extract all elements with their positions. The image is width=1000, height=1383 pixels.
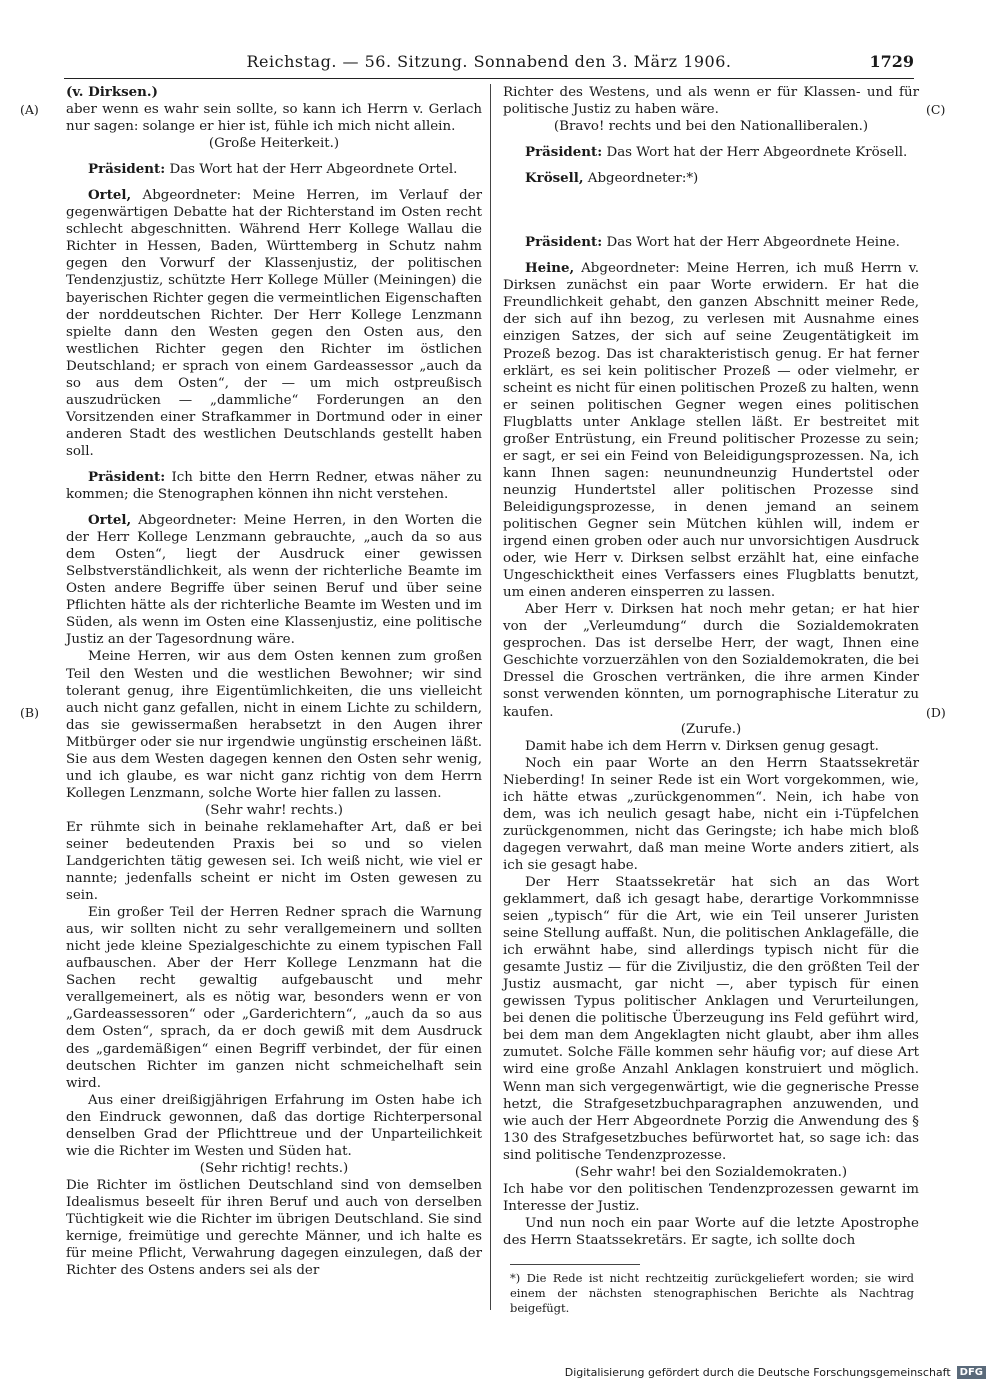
- footnote: *) Die Rede ist nicht rechtzeitig zurückgeliefert worden; sie wird einem der nächsten stenographischen Berichte als Nachtrag beigefügt.: [510, 1271, 914, 1315]
- paragraph: Damit habe ich dem Herrn v. Dirksen genug gesagt.: [525, 738, 879, 754]
- paragraph: Ein großer Teil der Herren Redner sprach die Warnung aus, wir sollten nicht zu sehr verallgemeinern und sollten nicht jede kleine Spezialgeschichte zu einem typischen Fall aufbauschen. Aber der Herr Kollege Lenzmann hat die Sachen recht gewaltig aufgebauscht und mehr verallgemeinert, als es nötig war, besonders wenn er von „Gardeassessoren“ oder „Garderichtern“, „auch da so aus dem Osten“, sprach, da er doch gewiß mit dem Ausdruck des „gardemäßigen“ einen Begriff verbindet, der für einen deutschen Richter im ganzen nicht schmeichelhaft sein wird.: [66, 905, 482, 1091]
- speaker-name: Ortel,: [88, 187, 132, 204]
- speech-paragraph: [66, 469, 482, 503]
- header-rule: [64, 78, 914, 79]
- speech-gap: [503, 225, 919, 234]
- speech-paragraph: [66, 512, 482, 648]
- paragraph: aber wenn es wahr sein sollte, so kann ich Herrn v. Gerlach nur sagen: solange er hier ist, fühle ich mich nicht allein.: [66, 102, 482, 135]
- paragraph: Die Richter im östlichen Deutschland sind von demselben Idealismus beseelt für ihren Beruf und auch von derselben Tüchtigkeit wie die Richter im übrigen Deutschland. Sie sind kernige, freimütige und gerechte Männer, und ich halte es für meine Pflicht, Verwahrung dagegen einzulegen, daß der Richter des Ostens anders sei als der: [66, 1177, 482, 1279]
- paragraph: Der Herr Staatssekretär hat sich an das Wort geklammert, daß ich gesagt habe, derartige Vorkommnisse seien „typisch“ für die Art, wie ein Teil unserer Juristen seine Stellung auffaßt. Nun, die politischen Anklagefälle, die ich erwähnt habe, sind allerdings typisch nicht für die gesamte Justiz — für die Ziviljustiz, die den größten Teil der Justiz ausmacht, gar nicht —, aber typisch für einen gewissen Typus politischer Anklagen und Verurteilungen, bei denen die politische Überzeugung ins Feld geführt wird, bei dem man dem Angeklagten nicht glaubt, aber ihm alles zumutet. Solche Fälle kommen sehr häufig vor; auf diese Art wird eine große Anzahl Anklagen konstruiert und möglich. Wenn man sich vergegenwärtigt, wie die gegnerische Presse hetzt, die Strafgesetzbuchparagraphen anzuwenden, und wie auch der Herr Abgeordnete Porzig die Anwendung des § 130 des Strafgesetzbuches befürwortet hat, so sage ich: das sind politische Tendenzprozesse.: [503, 874, 919, 1163]
- margin-mark-b: (B): [20, 705, 39, 720]
- speech-paragraph: [503, 234, 919, 251]
- dfg-credit: [565, 1366, 986, 1379]
- paragraph: Er rühmte sich in beinahe reklamehafter Art, daß er bei seiner bedeutenden Praxis bei so und so vielen Landgerichten tätig gewesen sei. Ich weiß nicht, wie viel er nannte; jedenfalls scheint er nicht im Osten gewesen zu sein.: [66, 819, 482, 904]
- blank-space: [503, 187, 919, 225]
- speaker-name: Präsident:: [88, 161, 166, 178]
- right-column: [503, 84, 919, 1249]
- dfg-logo-icon: DFG: [957, 1366, 986, 1379]
- speech-paragraph: [66, 187, 482, 460]
- footnote-rule: [510, 1264, 640, 1265]
- speech-text: Abgeordneter: Meine Herren, im Verlauf der gegenwärtigen Debatte hat der Richterstand im Osten recht schlecht abgeschnitten. Während Herr Kollege Wallau die Richter in Hessen, Baden, Württemberg in Schutz nahm gegen den Vorwurf der Klassenjustiz, der politischen Tendenzjustiz, schützte Herr Kollege Müller (Meiningen) die bayerischen Richter gegen die vermeintlichen Eigenschaften der norddeutschen Richter. Der Herr Kollege Lenzmann spielte dann den Westen gegen den Osten aus, den westlichen Richter gegen den Richter im östlichen Deutschland; er sprach von einem Gardeassessor „auch da so aus dem Osten“, der — um mich ostpreußisch auszudrücken — „dammliche“ Forderungen an den Vorsitzenden einer Strafkammer in Dortmund oder in einer anderen Stadt des westlichen Deutschlands gestellt haben soll.: [66, 188, 482, 459]
- reaction: (Zurufe.): [680, 721, 742, 737]
- speech-gap: [503, 135, 919, 144]
- speech-gap: [503, 251, 919, 260]
- speech-text: Abgeordneter: Meine Herren, in den Worten die der Herr Kollege Lenzmann gebrauchte, „auch da so aus dem Osten“, liegt der Ausdruck einer gewissen Selbstverständlichkeit, als wenn der richterliche Beamte im Osten andere Begriffe über seinen Beruf und über seine Pflichten hätte als der richterliche Beamte im Westen und im Süden, als wenn im Osten eine Klassenjustiz, eine politische Justiz an der Tagesordnung wäre.: [66, 513, 482, 648]
- speech-paragraph: [503, 144, 919, 161]
- speaker-name: Präsident:: [88, 468, 166, 485]
- speaker-name: Heine,: [525, 260, 575, 277]
- paragraph: Richter des Westens, und als wenn er für Klassen- und für politische Justiz zu haben wäre.: [503, 85, 919, 118]
- speaker-name: Präsident:: [525, 234, 603, 251]
- speech-text: Das Wort hat der Herr Abgeordnete Heine.: [606, 235, 900, 251]
- speech-text: Abgeordneter: Meine Herren, ich muß Herrn v. Dirksen zunächst ein paar Worte erwidern. Er hat die Freundlichkeit gehabt, den ganzen Abschnitt meiner Rede, der sich auf ihn bezog, zu verlesen mit Ausnahme eines einzigen Satzes, der sich auf seine Zeugentätigkeit im Prozeß bezog. Das ist charakteristisch genug. Er hat ferner erklärt, es sei kein politischer Prozeß — oder vielmehr, er scheint es nicht für einen politischen Prozeß zu halten, wenn er seinen politischen Gegner wegen eines politischen Flugblatts unter Anklage stellen läßt. Er bestreitet mit großer Entrüstung, ein Freund politischer Prozesse zu sein; er sagt, er sei ein Feind von Beleidigungsprozessen. Na, ich kann Ihnen sagen: neunundneunzig Hundertstel oder neunzig Hundertstel aller politischen Prozesse sind Beleidigungsprozesse, in denen jemand an seinem politischen Gegner sein Mütchen kühlen will, indem er irgend einen groben oder auch nur unvorsichtigen Ausdruck oder, wie Herr v. Dirksen selbst erzählt hat, eine einfache Ungeschicktheit eines Verfassers eines Flugblatts benutzt, um einen anderen einsperren zu lassen.: [503, 261, 919, 601]
- speech-paragraph: [66, 161, 482, 178]
- paragraph: Ich habe vor den politischen Tendenzprozessen gewarnt im Interesse der Justiz.: [503, 1181, 919, 1214]
- paragraph: Und nun noch ein paar Worte auf die letzte Apostrophe des Herrn Staatssekretärs. Er sagte, ich sollte doch: [503, 1215, 919, 1248]
- speech-text: Das Wort hat der Herr Abgeordnete Ortel.: [169, 162, 458, 178]
- speaker-name: Krösell,: [525, 170, 584, 187]
- reaction: (Sehr richtig! rechts.): [199, 1160, 349, 1176]
- reaction: (Sehr wahr! bei den Sozialdemokraten.): [574, 1164, 848, 1180]
- speech-gap: [66, 460, 482, 469]
- speech-text: Ich bitte den Herrn Redner, etwas näher zu kommen; die Stenographen können ihn nicht verstehen.: [66, 469, 482, 503]
- reaction: (Große Heiterkeit.): [208, 136, 340, 152]
- speaker-name: Ortel,: [88, 512, 132, 529]
- speech-gap: [503, 161, 919, 170]
- speech-gap: [66, 178, 482, 187]
- page-number: 1729: [869, 52, 914, 71]
- speech-gap: [66, 152, 482, 161]
- speaker-name: Präsident:: [525, 144, 603, 161]
- credit-text: Digitalisierung gefördert durch die Deutsche Forschungsgemeinschaft: [564, 1366, 951, 1379]
- speech-paragraph: [503, 170, 919, 187]
- speech-text: Das Wort hat der Herr Abgeordnete Krösell.: [606, 145, 908, 161]
- speech-paragraph: [503, 260, 919, 601]
- paragraph: Aus einer dreißigjährigen Erfahrung im Osten habe ich den Eindruck gewonnen, daß das dortige Richterpersonal denselben Grad der Pflichttreue und der Unparteilichkeit wie die Richter im Westen und Süden hat.: [66, 1092, 482, 1159]
- paragraph: Aber Herr v. Dirksen hat noch mehr getan; er hat hier von der „Verleumdung“ durch die Sozialdemokraten gesprochen. Das ist derselbe Herr, der wagt, Ihnen eine Geschichte vorzuerzählen von den Sozialdemokraten, die bei Dressel die Groschen vertränken, die ihre armen Kinder sonst verwenden könnten, um pornographische Literatur zu kaufen.: [503, 602, 919, 720]
- margin-mark-d: (D): [926, 705, 946, 720]
- margin-mark-c: (C): [926, 102, 946, 117]
- reaction: (Bravo! rechts und bei den Nationalliberalen.): [553, 119, 869, 135]
- paragraph: Meine Herren, wir aus dem Osten kennen zum großen Teil den Westen und die westlichen Bewohner; wir sind tolerant genug, ihre Eigentümlichkeiten, die uns vielleicht auch nicht ganz gefallen, nicht in einem Lichte zu schildern, das sie gewissermaßen herabsetzt in den Augen ihrer Mitbürger oder sie nur irgendwie ungünstig erscheinen läßt. Sie aus dem Westen dagegen kennen den Osten sehr wenig, und ich glaube, es war nicht ganz richtig von dem Herrn Kollegen Lenzmann, solche Worte hier fallen zu lassen.: [66, 649, 482, 801]
- left-column: [66, 84, 482, 1279]
- column-divider: [490, 84, 491, 1310]
- page-header: [64, 52, 914, 76]
- reaction: (Sehr wahr! rechts.): [205, 802, 343, 818]
- header-title: Reichstag. — 56. Sitzung. Sonnabend den 3. März 1906.: [246, 52, 732, 71]
- speaker-continuation: (v. Dirksen.): [66, 84, 158, 100]
- margin-mark-a: (A): [20, 102, 39, 117]
- speech-gap: [66, 503, 482, 512]
- speech-text: Abgeordneter:*): [587, 171, 699, 187]
- paragraph: Noch ein paar Worte an den Herrn Staatssekretär Nieberding! In seiner Rede ist ein Wort vorgekommen, wie, ich hätte etwas „zurückgenommen“. Nein, ich habe von dem, was ich neulich gesagt habe, nicht ein i-Tüpfelchen zurückgenommen, nicht das Geringste; ich habe mich bloß dagegen verwahrt, daß man meine Worte anders zitiert, als ich sie gesagt habe.: [503, 755, 919, 873]
